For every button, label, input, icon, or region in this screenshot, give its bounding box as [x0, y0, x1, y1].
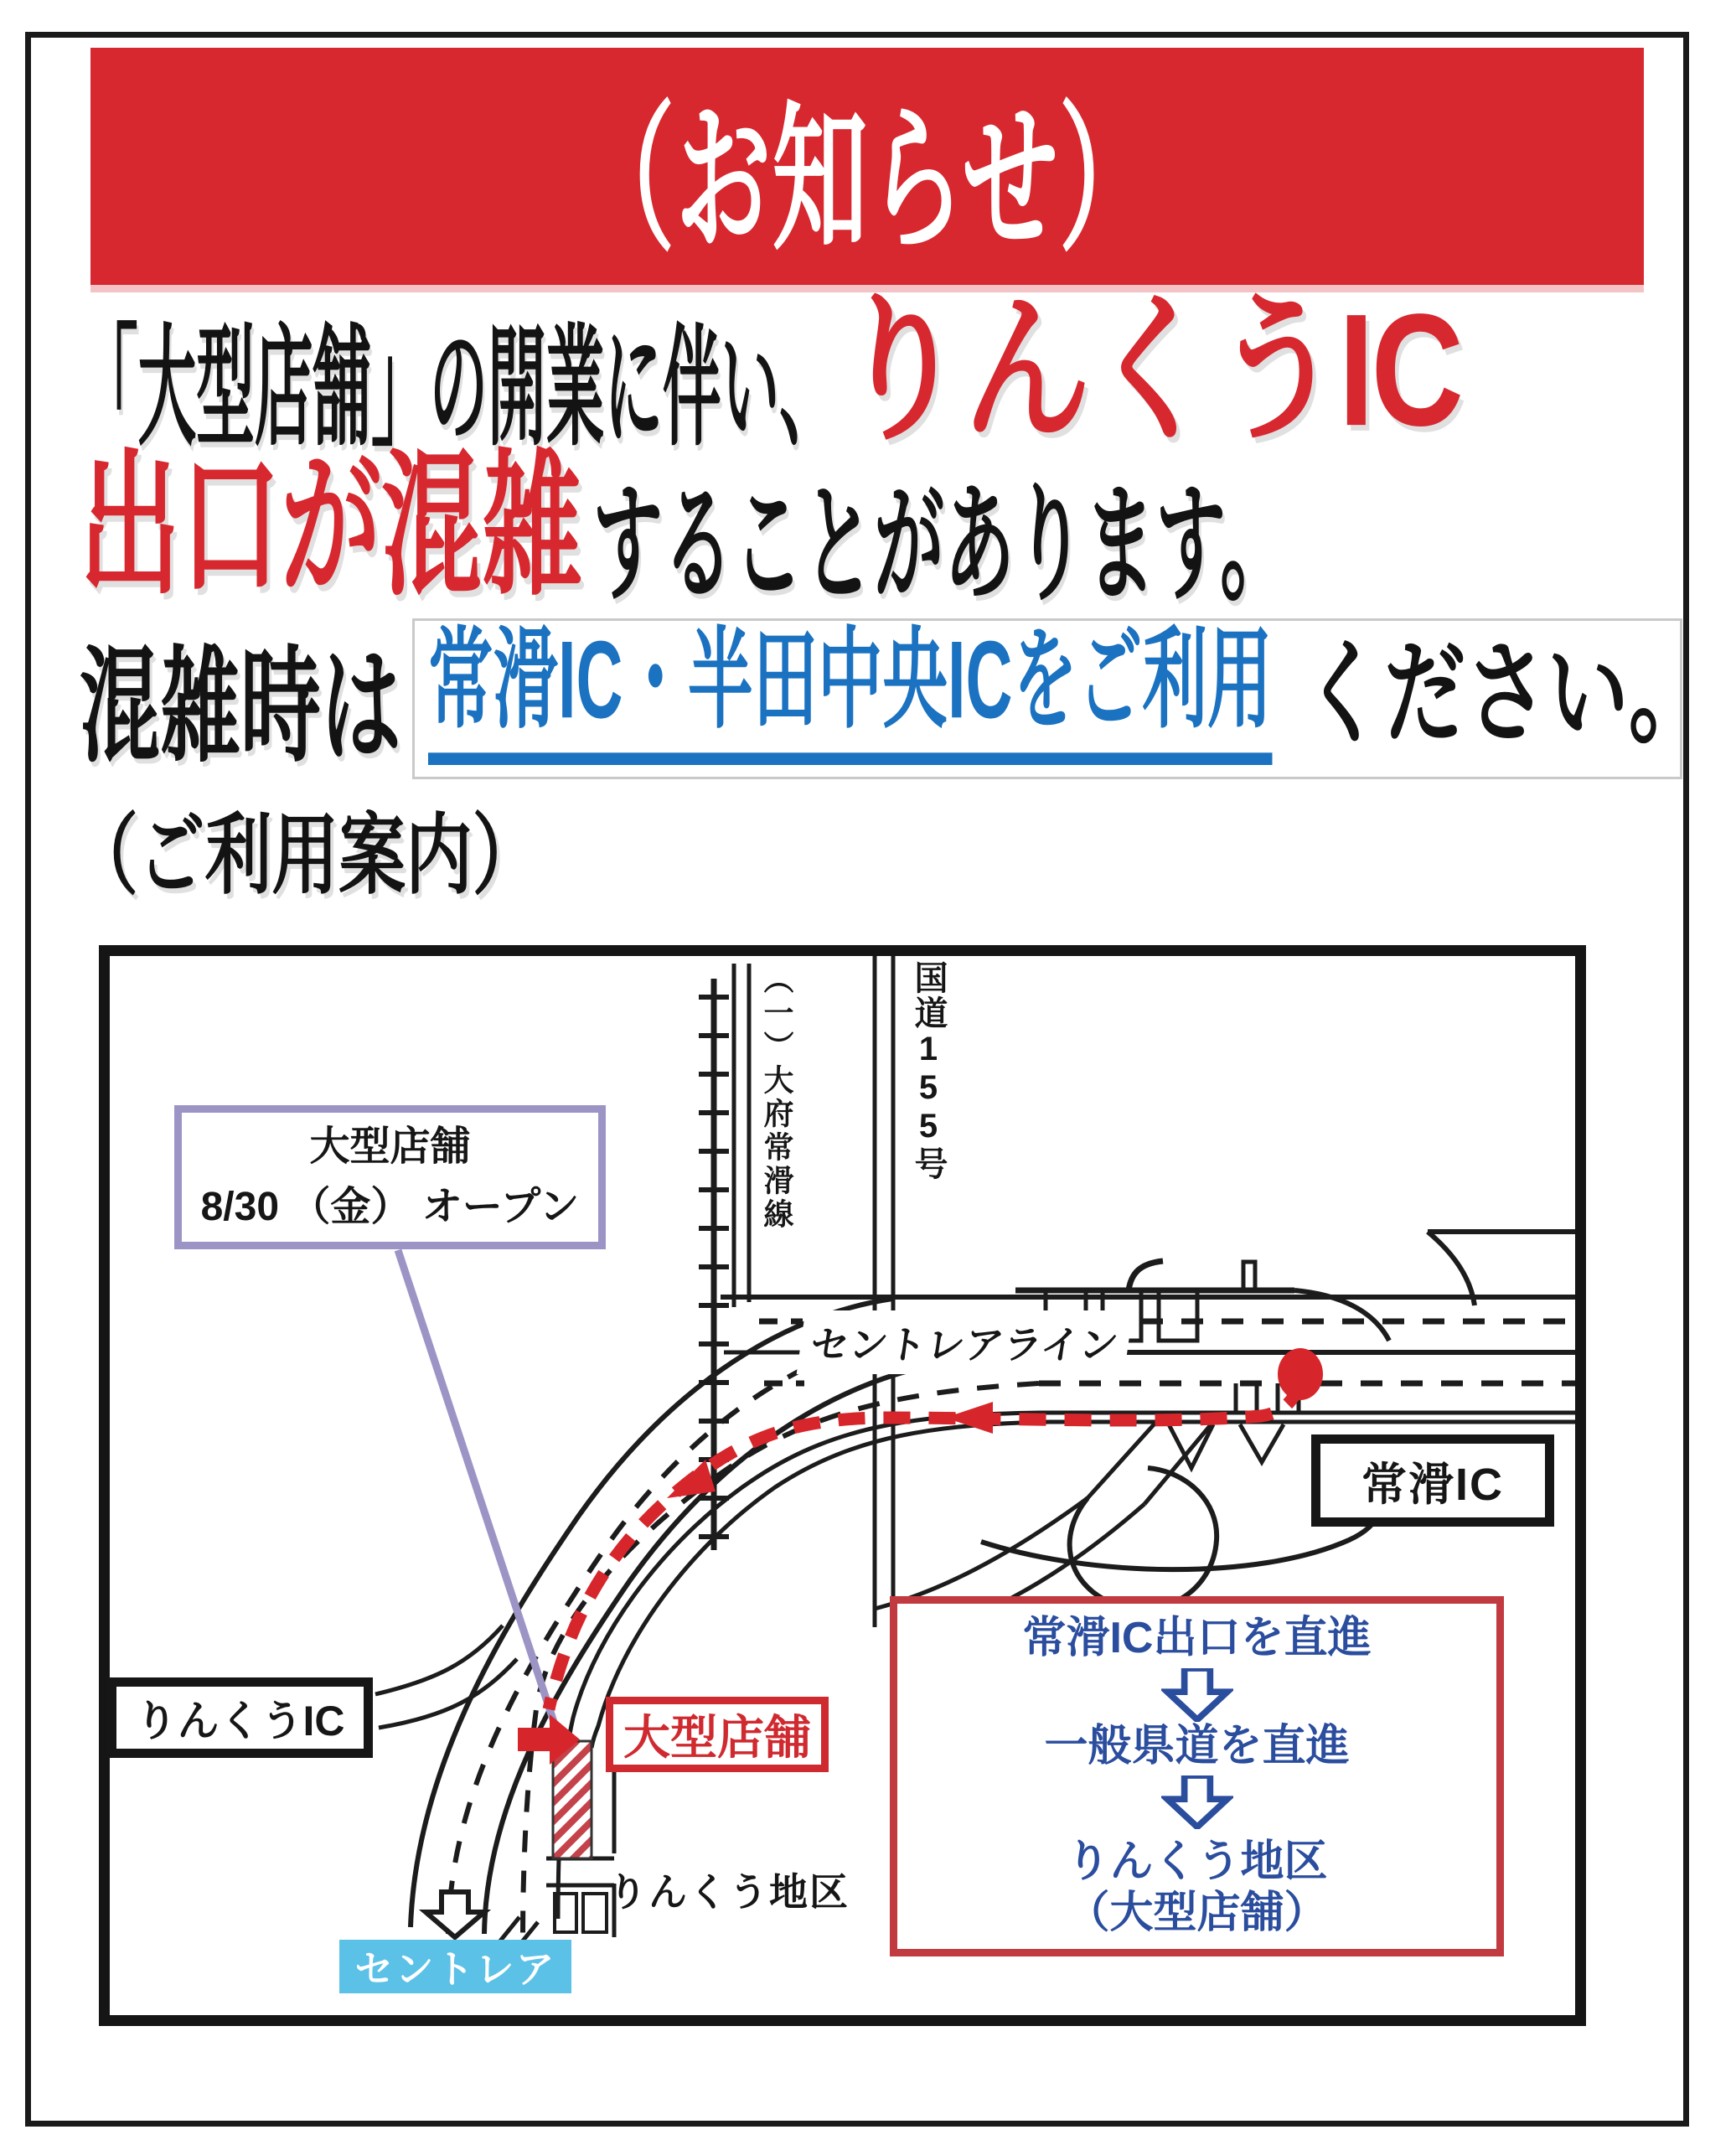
- notice-line3-suffix: ください。: [1303, 630, 1710, 757]
- label-route-155: 国道155号: [910, 960, 947, 1181]
- notice-line2-black: することがあります。: [592, 472, 1291, 616]
- notice-line1-red: りんくうIC: [838, 281, 1461, 460]
- down-arrow-icon: [1161, 1775, 1233, 1829]
- flow-step-2: 一般県道を直進: [1044, 1721, 1350, 1770]
- flow-destination-1: りんくう地区: [1066, 1837, 1328, 1887]
- flow-destination-2: （大型店舗）: [1066, 1888, 1328, 1937]
- down-arrow-icon: [1161, 1668, 1233, 1722]
- rinku-ic-box: りんくうIC: [107, 1677, 373, 1758]
- label-railway-line: （一）大府常滑線: [760, 964, 794, 1232]
- callout-open-date: 8/30 （金） オープン: [200, 1185, 580, 1229]
- tokoname-ic-box: 常滑IC: [1311, 1434, 1554, 1527]
- notice-line2-red: 出口が混雑: [80, 437, 583, 614]
- banner-title: （お知らせ）: [579, 91, 1155, 269]
- map-heading: （ご利用案内）: [71, 807, 540, 905]
- label-centrair-line: セントレアライン: [797, 1310, 1133, 1374]
- large-store-box: 大型店舗: [606, 1697, 829, 1772]
- callout-store-name: 大型店舗: [309, 1124, 471, 1169]
- centrair-box: セントレア: [339, 1940, 571, 1993]
- ic-link-text[interactable]: 常滑IC・半田中央ICをご利用: [428, 591, 1273, 765]
- notice-line1-black: 「大型店舗」の開業に伴い、: [80, 314, 838, 462]
- flow-step-1: 常滑IC出口を直進: [1022, 1614, 1372, 1662]
- directions-flowchart: [890, 1596, 1504, 1956]
- store-opening-callout: [174, 1105, 606, 1249]
- notice-line-3-prefix: 混雑時は: [80, 636, 402, 777]
- label-rinku-district: りんくう地区: [608, 1870, 850, 1914]
- link-highlight-box: [412, 618, 1710, 779]
